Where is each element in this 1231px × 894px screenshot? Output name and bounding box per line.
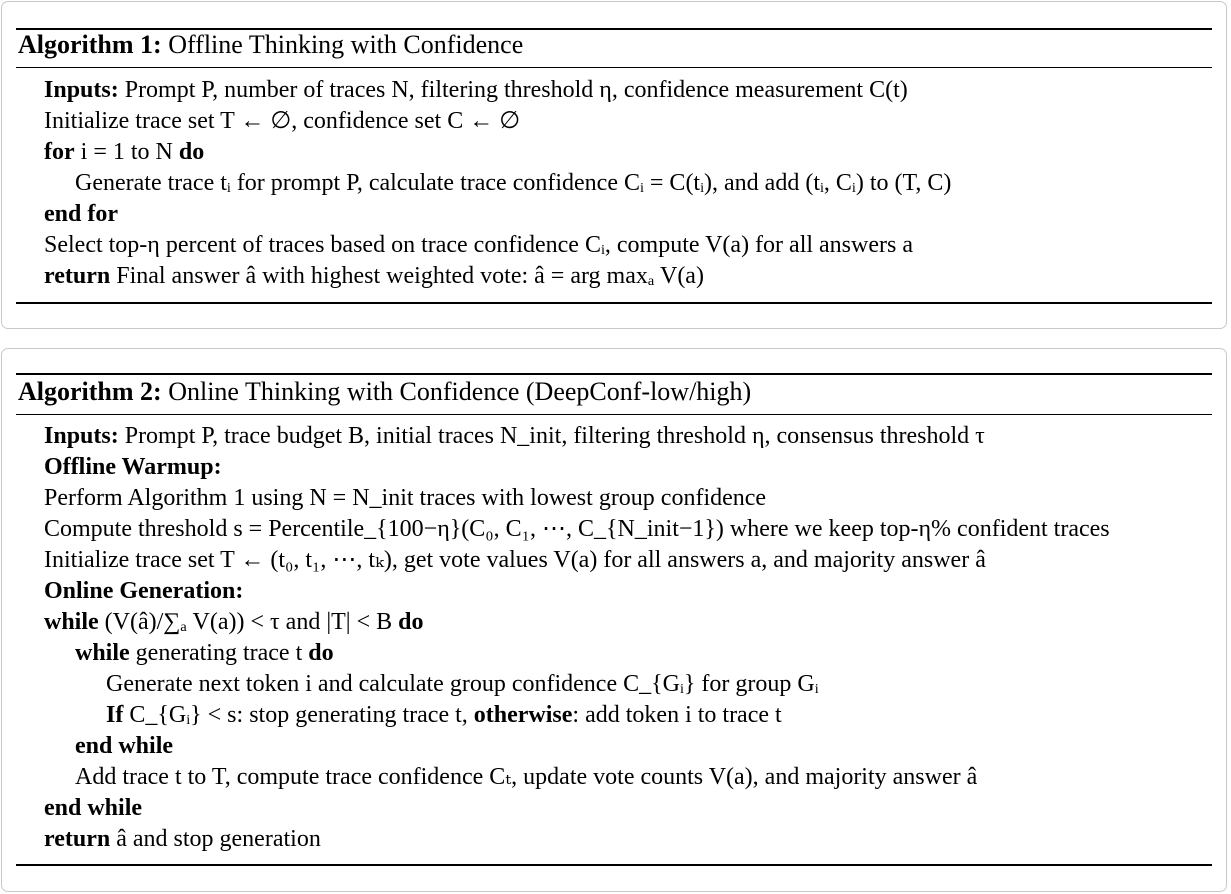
inputs-line: [44, 421, 985, 451]
add-trace-line: Add trace t to T, compute trace confidence Cₜ, update vote counts V(a), and majority answer â: [75, 764, 978, 790]
algorithm-1-title: [18, 30, 523, 60]
while-keyword: while: [44, 609, 99, 635]
compute-threshold-line: Compute threshold s = Percentile_{100−η}(C₀, C₁, ⋯, C_{N_init−1}) where we keep top-η% confident traces: [44, 516, 1110, 542]
return-text: â and stop generation: [116, 826, 321, 852]
init-line: Initialize trace set T ← ∅, confidence set C ← ∅: [44, 108, 521, 134]
algorithm-1-box: [1, 1, 1227, 329]
otherwise-text: : add token i to trace t: [572, 702, 782, 728]
while-line: [44, 607, 424, 637]
if-keyword: If: [106, 702, 124, 728]
inputs-text: Prompt P, trace budget B, initial traces N_init, filtering threshold η, consensus threshold τ: [124, 423, 985, 449]
init-line: Initialize trace set T ← (t₀, t₁, ⋯, tₖ), get vote values V(a) for all answers a, and majority answer â: [44, 547, 986, 573]
warmup-heading: [44, 452, 222, 482]
inputs-keyword: Inputs:: [44, 77, 119, 103]
inputs-line: [44, 75, 908, 105]
online-keyword: Online Generation:: [44, 578, 244, 604]
warmup-keyword: Offline Warmup:: [44, 454, 222, 480]
inner-end-while-keyword: end while: [75, 733, 174, 759]
bottom-rule: [16, 302, 1212, 304]
for-line: [44, 137, 204, 167]
while-condition: (V(â)/∑ₐ V(a)) < τ and |T| < B: [104, 609, 393, 635]
title-rule: [16, 67, 1212, 68]
return-keyword: return: [44, 826, 111, 852]
bottom-rule: [16, 864, 1212, 866]
algorithm-1-name: Offline Thinking with Confidence: [168, 30, 524, 59]
return-line: [44, 261, 704, 291]
title-rule: [16, 414, 1212, 415]
return-text: Final answer â with highest weighted vote: â = arg maxₐ V(a): [116, 263, 704, 289]
inner-while-line: [75, 638, 334, 668]
end-for-line: [44, 199, 118, 229]
inner-do-keyword: do: [308, 640, 334, 666]
otherwise-keyword: otherwise: [473, 702, 573, 728]
algorithm-2-box: [1, 348, 1227, 892]
do-keyword: do: [398, 609, 424, 635]
return-line: [44, 824, 321, 854]
algorithm-2-label: Algorithm 2:: [18, 377, 162, 406]
for-condition: i = 1 to N: [80, 139, 173, 165]
for-keyword: for: [44, 139, 75, 165]
algorithm-2-title: [18, 377, 751, 407]
end-while-keyword: end while: [44, 795, 143, 821]
generate-line: Generate trace tᵢ for prompt P, calculate trace confidence Cᵢ = C(tᵢ), and add (tᵢ, Cᵢ) to (T, C): [75, 170, 952, 196]
online-heading: [44, 576, 243, 606]
perform-line: Perform Algorithm 1 using N = N_init traces with lowest group confidence: [44, 485, 767, 511]
do-keyword: do: [178, 139, 205, 165]
inner-end-while-line: [75, 731, 173, 761]
return-keyword: return: [44, 263, 111, 289]
inner-while-keyword: while: [75, 640, 130, 666]
inputs-keyword: Inputs:: [44, 423, 119, 449]
inputs-text: Prompt P, number of traces N, filtering threshold η, confidence measurement C(t): [124, 77, 908, 103]
algorithm-1-label: Algorithm 1:: [18, 30, 162, 59]
top-rule: [16, 373, 1212, 375]
select-line: Select top-η percent of traces based on trace confidence Cᵢ, compute V(a) for all answers a: [44, 232, 913, 258]
next-token-line: Generate next token i and calculate group confidence C_{Gᵢ} for group Gᵢ: [106, 671, 819, 697]
end-for-keyword: end for: [44, 201, 118, 227]
if-line: [106, 700, 782, 730]
algorithm-2-name: Online Thinking with Confidence (DeepConf-low/high): [168, 377, 752, 406]
inner-while-condition: generating trace t: [135, 640, 303, 666]
end-while-line: [44, 793, 142, 823]
if-condition: C_{Gᵢ} < s: stop generating trace t,: [129, 702, 468, 728]
